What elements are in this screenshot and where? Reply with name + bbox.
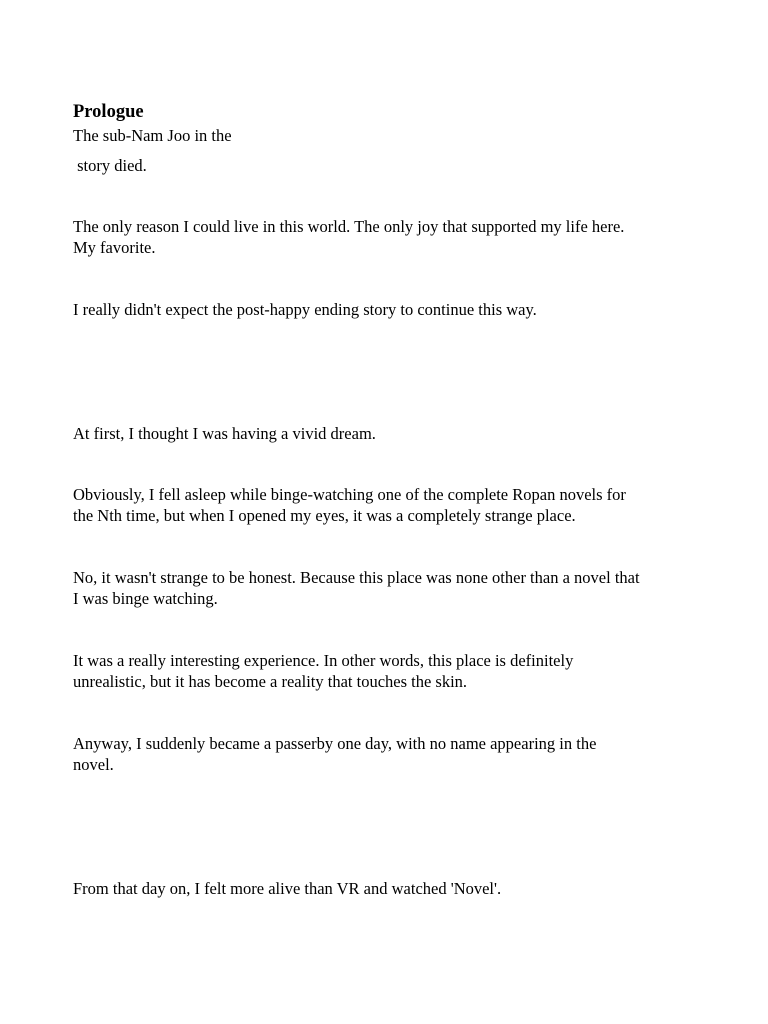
text-line: the Nth time, but when I opened my eyes, it was a completely strange place. xyxy=(73,506,576,525)
text-line: unrealistic, but it has become a reality that touches the skin. xyxy=(73,672,468,691)
text-line: The sub-Nam Joo in the xyxy=(73,126,232,145)
text-line: I was binge watching. xyxy=(73,589,218,608)
text-line: It was a really interesting experience. In other words, this place is definitely xyxy=(73,651,574,670)
text-line: My favorite. xyxy=(73,238,156,257)
text-line: Anyway, I suddenly became a passerby one day, with no name appearing in the xyxy=(73,734,597,753)
chapter-title: Prologue xyxy=(73,102,144,122)
text-line: The only reason I could live in this world. The only joy that supported my life here. xyxy=(73,217,625,236)
text-line: Obviously, I fell asleep while binge-watching one of the complete Ropan novels for xyxy=(73,485,626,504)
text-line: story died. xyxy=(73,156,147,175)
text-line: At first, I thought I was having a vivid dream. xyxy=(73,424,376,443)
text-line: No, it wasn't strange to be honest. Because this place was none other than a novel that xyxy=(73,568,640,587)
text-line: I really didn't expect the post-happy ending story to continue this way. xyxy=(73,300,537,319)
text-line: From that day on, I felt more alive than VR and watched 'Novel'. xyxy=(73,879,502,898)
text-line: novel. xyxy=(73,755,114,774)
